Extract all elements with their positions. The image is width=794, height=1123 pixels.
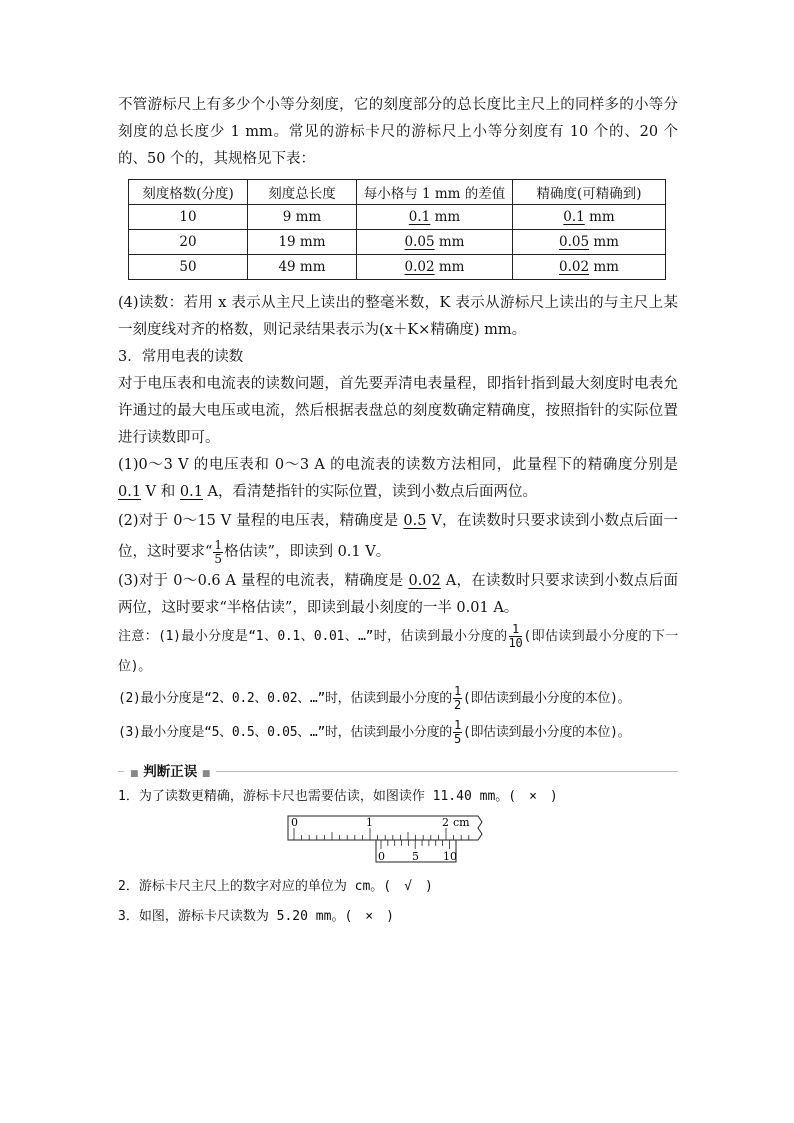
meters-item-3: [118, 568, 678, 622]
fraction-denominator: 5: [453, 732, 461, 746]
main-label-0: 0: [291, 816, 298, 829]
text-run: (2)对于 0～15 V 量程的电压表，精确度是: [118, 513, 404, 529]
fraction-denominator: 2: [453, 698, 461, 712]
section-title: 判断正误: [143, 764, 198, 780]
answer-blank: 0.05: [404, 234, 435, 250]
note-3: [118, 716, 678, 750]
note-1: [118, 622, 678, 682]
text-run: (即估读到最小分度的本位)。: [462, 691, 631, 706]
intro-paragraph: 不管游标尺上有多少个小等分刻度，它的刻度部分的总长度比主尺上的同样多的小等分刻度的总长度少 1 mm。常见的游标卡尺的游标尺上小等分刻度有 10 个的、20 个的、50 个的，其规格见下表：: [118, 97, 678, 167]
main-label-2: 2: [442, 816, 449, 829]
text-run: (3)对于 0～0.6 A 量程的电流表，精确度是: [118, 573, 409, 589]
vernier-spec-table: [128, 179, 666, 280]
table-cell: [357, 255, 513, 280]
note-2: [118, 682, 678, 716]
answer-blank: 0.1: [563, 209, 585, 225]
bullet-icon: ■: [130, 769, 139, 779]
vernier-label-10: 10: [443, 850, 457, 863]
judge-section-header: [118, 760, 678, 782]
table-header: 刻度格数(分度): [129, 180, 248, 205]
judge-item-1: 1．为了读数更精确，游标卡尺也需要估读，如图读作 11.40 mm。( × ): [118, 789, 558, 804]
meters-item-2: [118, 506, 678, 568]
bullet-icon: ■: [201, 769, 211, 779]
unit-text: mm: [589, 234, 619, 250]
meters-intro: 对于电压表和电流表的读数问题，首先要弄清电表量程，即指针指到最大刻度时电表允许通过的最大电压或电流，然后根据表盘总的刻度数确定精确度，按照指针的实际位置进行读数即可。: [118, 376, 678, 446]
text-run: (即估读到最小分度的下一位)。: [118, 629, 678, 674]
answer-blank: 0.02: [408, 573, 441, 589]
unit-text: mm: [430, 209, 461, 225]
table-cell: 10: [129, 205, 248, 230]
text-run: (2)最小分度是“2、0.2、0.02、…”时，估读到最小分度的: [118, 691, 452, 706]
fraction-numerator: 1: [214, 537, 223, 552]
answer-blank: 0.02: [404, 259, 435, 275]
section-label: [124, 760, 216, 780]
text-run: (3)最小分度是“5、0.5、0.05、…”时，估读到最小分度的: [118, 725, 452, 740]
vernier-caliper-figure: [286, 814, 486, 864]
text-run: V 和: [141, 484, 180, 500]
table-row: [129, 205, 666, 230]
notes-block: [118, 622, 678, 750]
table-header: 精确度(可精确到): [513, 180, 666, 205]
main-label-1: 1: [366, 816, 373, 829]
answer-blank: 0.1: [179, 484, 203, 500]
table-header: 每小格与 1 mm 的差值: [357, 180, 513, 205]
vernier-label-0: 0: [378, 850, 385, 863]
table-cell: 50: [129, 255, 248, 280]
text-run: (即估读到最小分度的本位)。: [462, 725, 631, 740]
judge-item-3: 3．如图，游标卡尺读数为 5.20 mm。( × ): [118, 909, 394, 924]
section-heading: 3．常用电表的读数: [118, 349, 244, 365]
fraction-numerator: 1: [509, 623, 523, 637]
table-row: [129, 255, 666, 280]
table-cell: [513, 230, 666, 255]
answer-blank: 0.1: [408, 209, 431, 225]
unit-text: mm: [434, 259, 465, 275]
page-content: [118, 92, 678, 932]
judge-list: [118, 782, 678, 932]
main-unit: cm: [453, 816, 470, 829]
answer-blank: 0.1: [118, 484, 142, 500]
text-run: V，在读数时只要求读到小数点后面一位，这时要求“: [118, 513, 678, 560]
vernier-label-5: 5: [412, 850, 419, 863]
fraction-denominator: 5: [214, 551, 223, 566]
text-run: (1)0～3 V 的电压表和 0～3 A 的电流表的读数方法相同，此量程下的精确度分别是: [118, 457, 678, 473]
table-cell: [513, 255, 666, 280]
table-cell: 19 mm: [248, 230, 357, 255]
table-row: [129, 230, 666, 255]
fraction: [453, 685, 462, 712]
text-run: 注意：(1)最小分度是“1、0.1、0.01、…”时，估读到最小分度的: [118, 629, 508, 644]
fraction-numerator: 1: [453, 718, 461, 732]
table-cell: 20: [129, 230, 248, 255]
text-run: 格估读”，即读到 0.1 V。: [224, 544, 391, 560]
text-run: A，在读数时只要求读到小数点后面两位，这时要求“半格估读”，即读到最小刻度的一半 0.01 A。: [118, 573, 678, 616]
table-cell: [357, 205, 513, 230]
table-header: 刻度总长度: [248, 180, 357, 205]
unit-text: mm: [434, 234, 465, 250]
table-header-row: [129, 180, 666, 205]
answer-blank: 0.02: [559, 259, 590, 275]
fraction: [453, 719, 462, 746]
meters-item-1: [118, 452, 678, 506]
unit-text: mm: [584, 209, 615, 225]
table-cell: 49 mm: [248, 255, 357, 280]
reading-paragraph: (4)读数：若用 x 表示从主尺上读出的整毫米数，K 表示从游标尺上读出的与主尺上某一刻度线对齐的格数，则记录结果表示为(x＋K×精确度) mm。: [118, 295, 678, 338]
unit-text: mm: [589, 259, 619, 275]
answer-blank: 0.5: [403, 513, 427, 529]
table-cell: 9 mm: [248, 205, 357, 230]
fraction-denominator: 10: [508, 636, 523, 650]
text-run: A，看清楚指针的实际位置，读到小数点后面两位。: [202, 484, 538, 500]
answer-blank: 0.05: [559, 234, 590, 250]
table-cell: [357, 230, 513, 255]
fraction: [213, 539, 223, 566]
fraction-numerator: 1: [453, 684, 461, 698]
table-cell: [513, 205, 666, 230]
judge-item-2: 2．游标卡尺主尺上的数字对应的单位为 cm。( √ ): [118, 879, 433, 894]
fraction: [509, 623, 523, 650]
